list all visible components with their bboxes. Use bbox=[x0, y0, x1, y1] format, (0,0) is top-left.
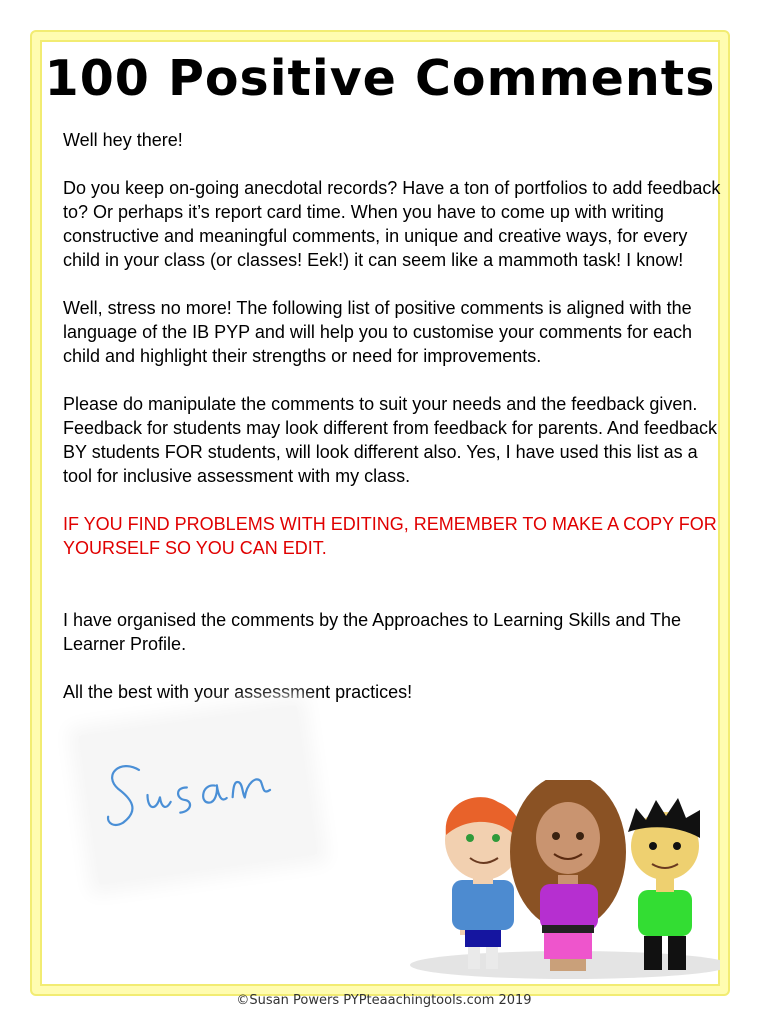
cartoon-kids-icon bbox=[380, 780, 720, 980]
paragraph-organisation: I have organised the comments by the Approaches to Learning Skills and The Learner Profile. bbox=[63, 610, 682, 654]
paragraph-solution: Well, stress no more! The following list of positive comments is aligned with the language of the IB PYP and will help you to customise your comments for each child and highlight their strengths or need for improvements. bbox=[63, 298, 693, 366]
page-title: 100 Positive Comments bbox=[44, 50, 716, 107]
signature bbox=[79, 705, 318, 884]
greeting: Well hey there! bbox=[63, 130, 183, 150]
copyright-footer: ©Susan Powers PYPteaachingtools.com 2019 bbox=[236, 993, 532, 1008]
paragraph-intro: Do you keep on-going anecdotal records? Have a ton of portfolios to add feedback to? Or perhaps it’s report card time. When you have to come up with writing constructive and meaningful comments, in unique and creative ways, for every child in your class (or classes! Eek!) it can seem like a mammoth task! I know! bbox=[63, 178, 721, 270]
body-text bbox=[63, 128, 723, 728]
editing-warning: IF YOU FIND PROBLEMS WITH EDITING, REMEMBER TO MAKE A COPY FOR YOURSELF SO YOU CAN EDIT. bbox=[63, 514, 717, 558]
closing-line: All the best with your assessment practices! bbox=[63, 682, 413, 702]
paragraph-usage: Please do manipulate the comments to suit your needs and the feedback given. Feedback for students may look different from feedback for parents. And feedback BY students FOR students, will look different also. Yes, I have used this list as a tool for inclusive assessment with my class. bbox=[63, 394, 718, 486]
signature-script-icon bbox=[91, 727, 302, 844]
